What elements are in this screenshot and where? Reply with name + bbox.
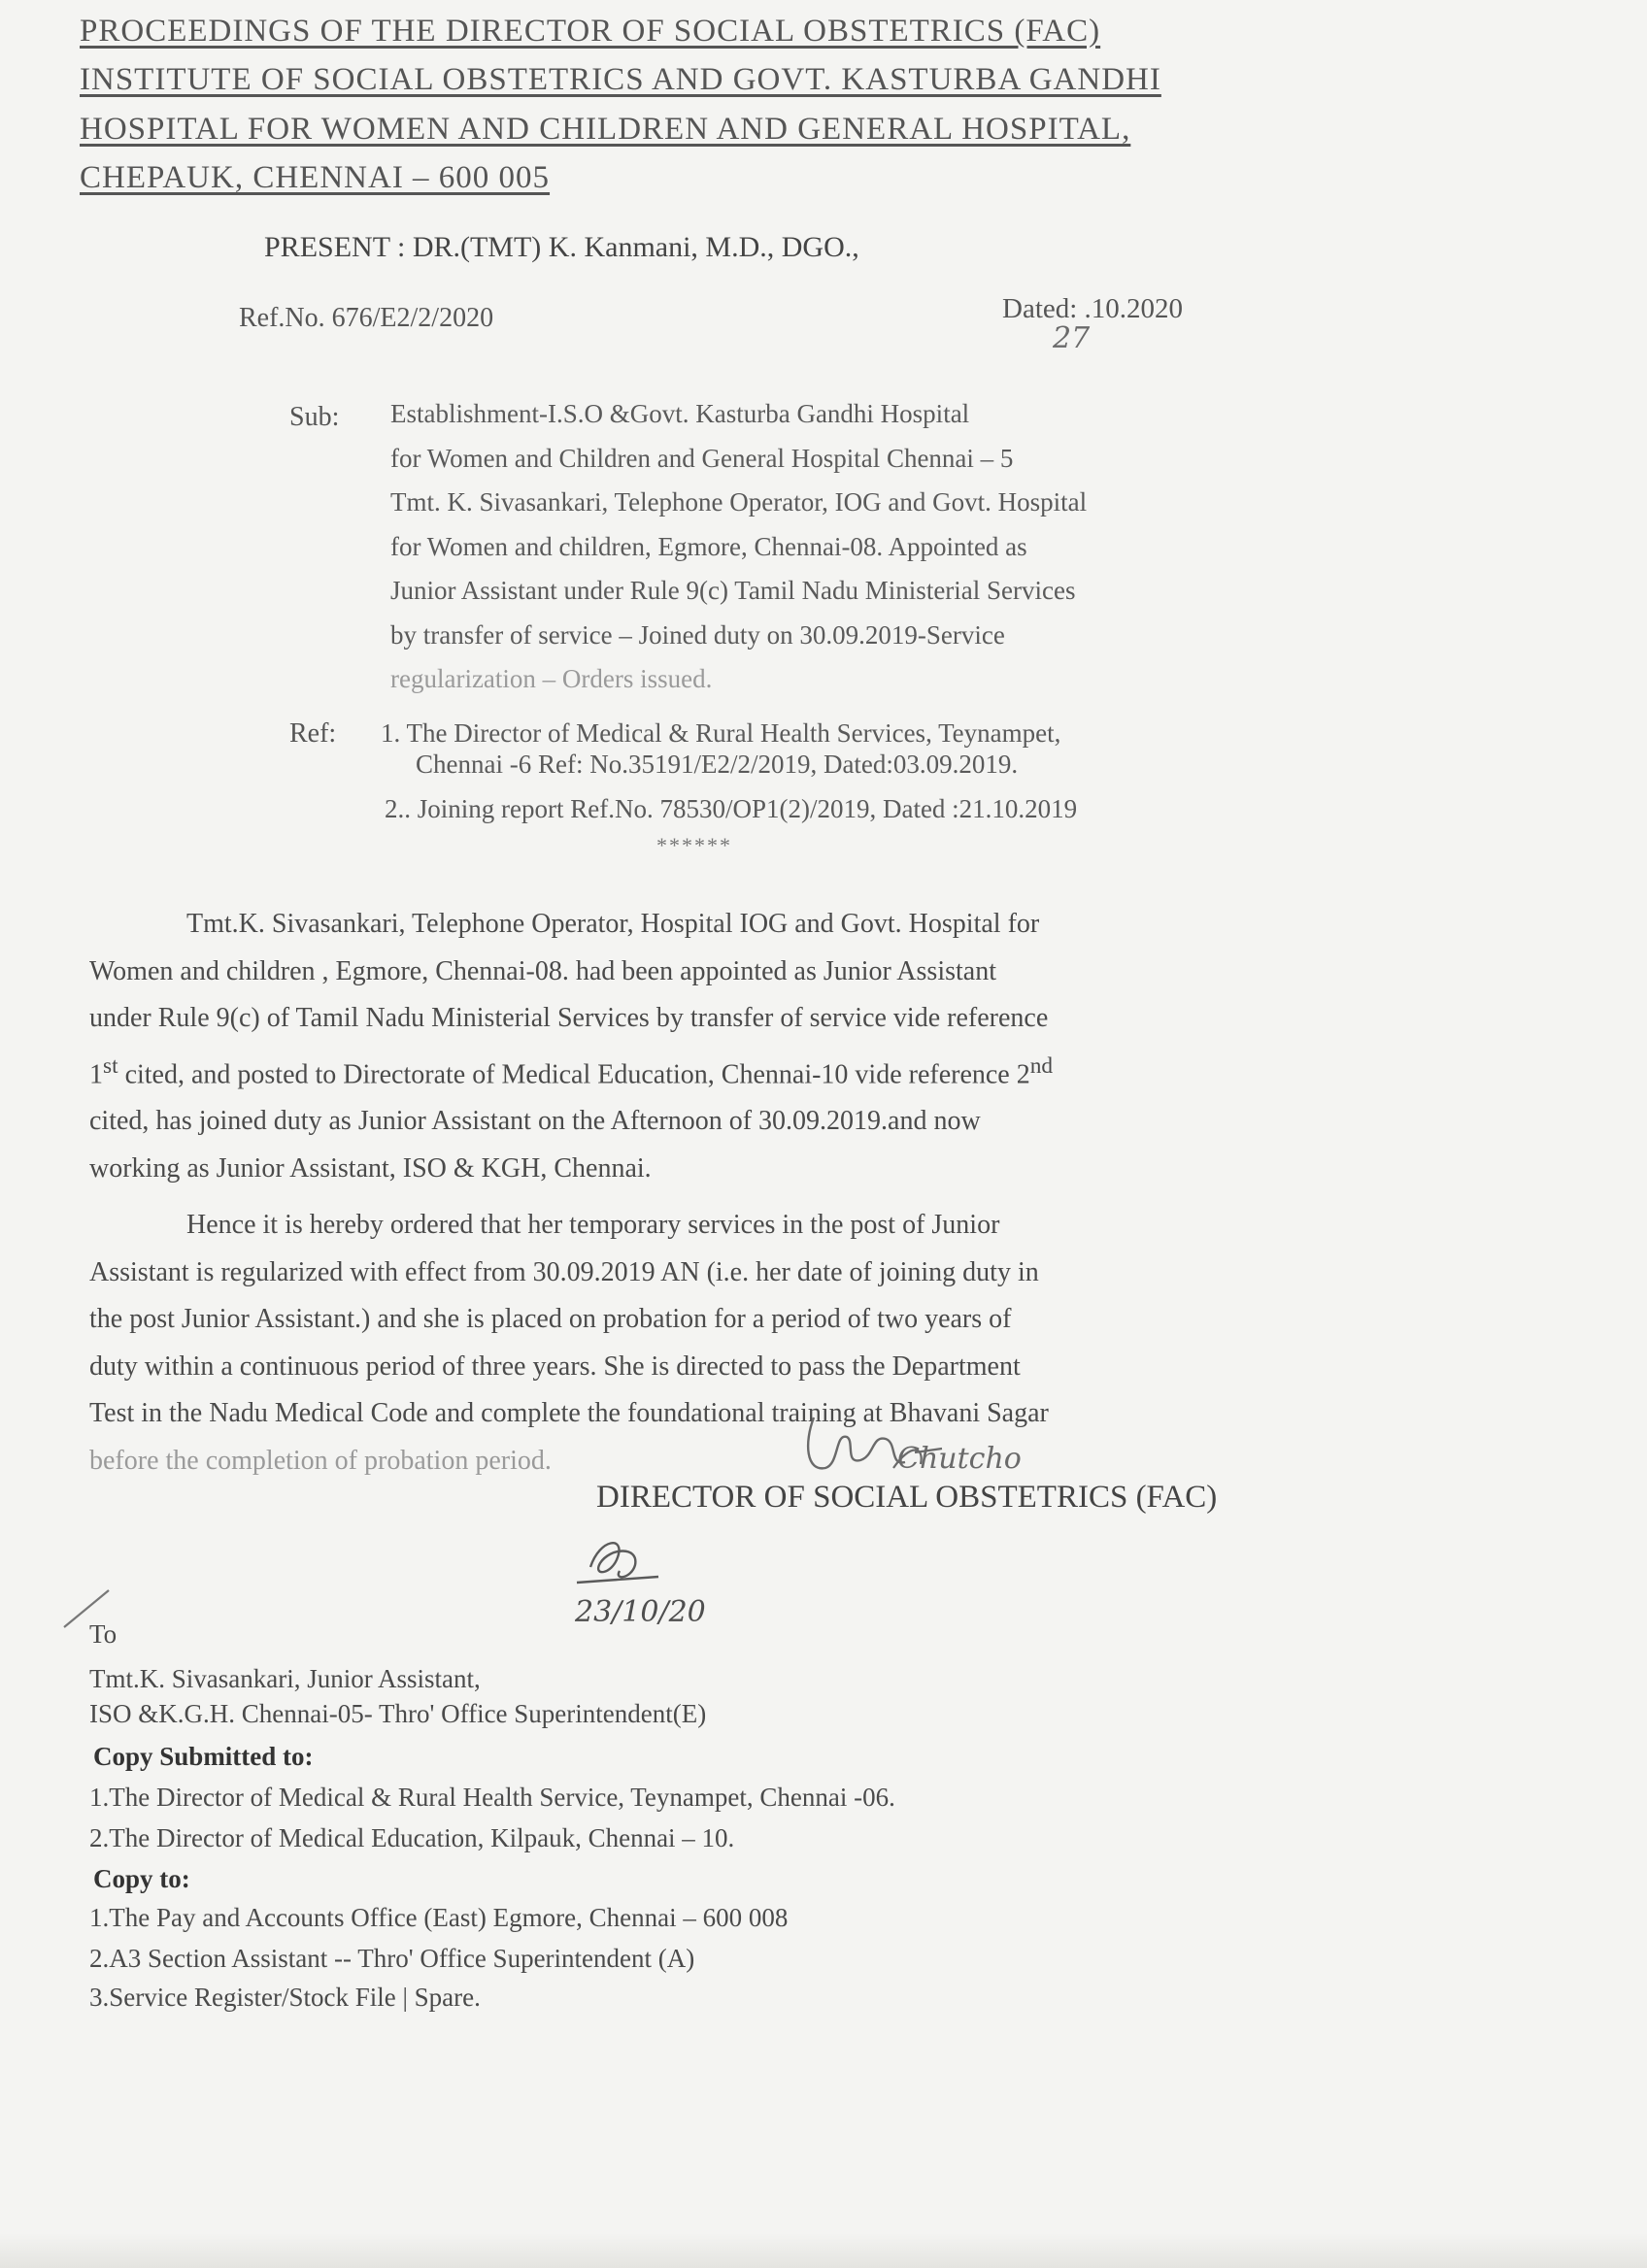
subject-line: regularization – Orders issued. [390, 664, 713, 693]
body-paragraph-2 [89, 1202, 1342, 1484]
reference-item: 1. The Director of Medical & Rural Health Services, Teynampet, [381, 718, 1061, 748]
svg-text:Chutcho: Chutcho [897, 1442, 1022, 1476]
copy-to-label: Copy to: [93, 1864, 190, 1893]
body-line: before the completion of probation period. [89, 1445, 552, 1476]
reference-number: Ref.No. 676/E2/2/2020 [239, 303, 494, 333]
scan-bottom-edge [0, 2233, 1647, 2268]
ordinal-number: 1 [89, 1058, 103, 1089]
subject-label: Sub: [289, 402, 340, 432]
body-line: under Rule 9(c) of Tamil Nadu Ministerial Services by transfer of service vide reference [89, 1003, 1049, 1033]
reference-item: 2.. Joining report Ref.No. 78530/OP1(2)/2019, Dated :21.10.2019 [385, 794, 1078, 823]
header-line-3: HOSPITAL FOR WOMEN AND CHILDREN AND GENERAL HOSPITAL, [80, 112, 1131, 147]
dated: Dated: .10.2020 [1002, 293, 1184, 324]
subject-line: for Women and Children and General Hospital Chennai – 5 [390, 443, 1014, 473]
svg-text:27: 27 [1053, 321, 1091, 355]
body-line: Assistant is regularized with effect from 30.09.2019 AN (i.e. her date of joining duty in [89, 1256, 1039, 1287]
body-line: working as Junior Assistant, ISO & KGH, Chennai. [89, 1152, 652, 1184]
header-line-1: PROCEEDINGS OF THE DIRECTOR OF SOCIAL OBSTETRICS (FAC) [80, 14, 1101, 49]
body-line: duty within a continuous period of three years. She is directed to pass the Department [89, 1351, 1021, 1382]
subject-line: Establishment-I.S.O &Govt. Kasturba Gandhi Hospital [390, 399, 970, 428]
ordinal-suffix: nd [1029, 1052, 1054, 1079]
svg-text:23/10/20: 23/10/20 [575, 1595, 706, 1629]
to-label: To [89, 1619, 118, 1649]
copy-to-item: 2.A3 Section Assistant -- Thro' Office Superintendent (A) [89, 1944, 695, 1973]
to-line: Tmt.K. Sivasankari, Junior Assistant, [89, 1664, 481, 1693]
body-line: Tmt.K. Sivasankari, Telephone Operator, Hospital IOG and Govt. Hospital for [186, 909, 1040, 939]
body-line: Test in the Nadu Medical Code and complete the foundational training at Bhavani Sagar [89, 1398, 1049, 1428]
copy-submitted-item: 2.The Director of Medical Education, Kilpauk, Chennai – 10. [89, 1823, 735, 1852]
reference-item: Chennai -6 Ref: No.35191/E2/2/2019, Dated:03.09.2019. [416, 750, 1019, 779]
subject-line: Junior Assistant under Rule 9(c) Tamil Nadu Ministerial Services [390, 576, 1076, 605]
body-line [89, 1043, 1342, 1099]
subject-line: by transfer of service – Joined duty on 30.09.2019-Service [390, 619, 1005, 650]
subject-line: for Women and children, Egmore, Chennai-08. Appointed as [390, 531, 1027, 561]
separator-stars: ****** [656, 833, 732, 857]
copy-submitted-item: 1.The Director of Medical & Rural Health Service, Teynampet, Chennai -06. [89, 1783, 895, 1812]
subject-line: Tmt. K. Sivasankari, Telephone Operator, IOG and Govt. Hospital [390, 487, 1088, 517]
body-line: the post Junior Assistant.) and she is placed on probation for a period of two years of [89, 1304, 1012, 1334]
body-line: Women and children , Egmore, Chennai-08. had been appointed as Junior Assistant [89, 955, 996, 986]
to-line: ISO &K.G.H. Chennai-05- Thro' Office Superintendent(E) [89, 1699, 707, 1728]
copy-to-item: 1.The Pay and Accounts Office (East) Egmore, Chennai – 600 008 [89, 1903, 789, 1932]
copy-submitted-label: Copy Submitted to: [93, 1742, 314, 1771]
header-line-4: CHEPAUK, CHENNAI – 600 005 [80, 160, 551, 195]
header-line-2: INSTITUTE OF SOCIAL OBSTETRICS AND GOVT. KASTURBA GANDHI [80, 62, 1161, 97]
handwritten-date-day [1047, 309, 1115, 367]
present-officer: PRESENT : DR.(TMT) K. Kanmani, M.D., DGO., [264, 231, 859, 263]
copy-to-item: 3.Service Register/Stock File | Spare. [89, 1983, 481, 2012]
body-paragraph-1 [89, 901, 1342, 1192]
signatory-title: DIRECTOR OF SOCIAL OBSTETRICS (FAC) [596, 1480, 1218, 1515]
body-line: Hence it is hereby ordered that her temporary services in the post of Junior [186, 1210, 1000, 1240]
reference-label: Ref: [289, 718, 337, 749]
subject-text [390, 392, 1361, 702]
ordinal-suffix: st [103, 1052, 118, 1079]
body-line: cited, has joined duty as Junior Assistant on the Afternoon of 30.09.2019.and now [89, 1106, 981, 1137]
initial-date-icon [571, 1528, 736, 1635]
body-line-text: cited, and posted to Directorate of Medical Education, Chennai-10 vide reference 2 [124, 1058, 1030, 1089]
